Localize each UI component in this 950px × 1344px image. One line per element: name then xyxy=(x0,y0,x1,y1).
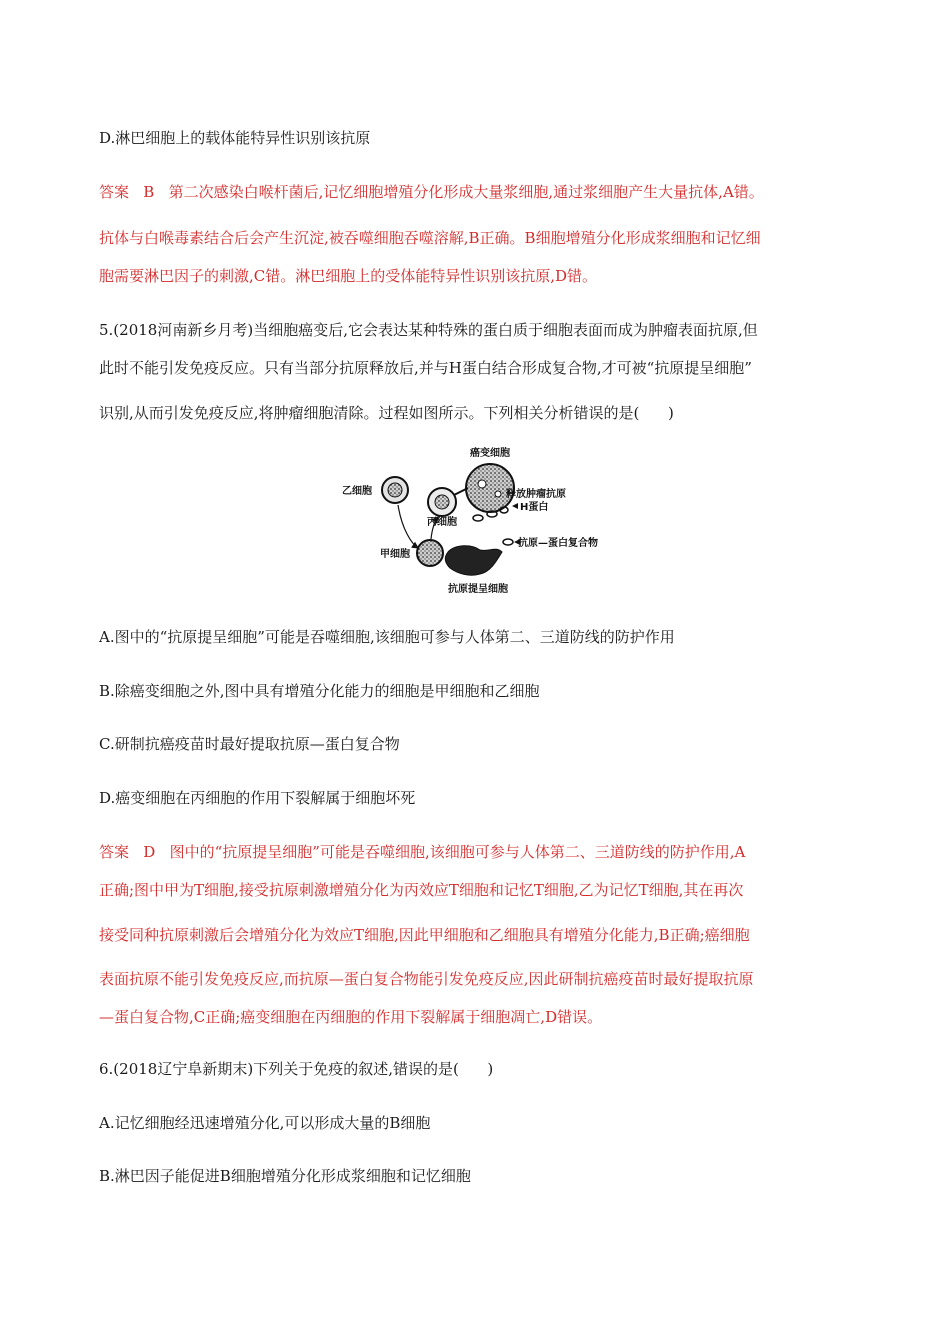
q6-option-b: B.淋巴因子能促进B细胞增殖分化形成浆细胞和记忆细胞 xyxy=(99,1167,471,1185)
answer4-line-2: 抗体与白喉毒素结合后会产生沉淀,被吞噬细胞吞噬溶解,B正确。B细胞增殖分化形成浆细胞和记忆细 xyxy=(99,229,761,247)
label-complex: 抗原—蛋白复合物 xyxy=(518,538,598,549)
q6-stem: 6.(2018辽宁阜新期末)下列关于免疫的叙述,错误的是( ) xyxy=(99,1060,494,1078)
apc-cell xyxy=(445,546,502,575)
label-bing-cell: 丙细胞 xyxy=(427,517,457,528)
q5-option-c: C.研制抗癌疫苗时最好提取抗原—蛋白复合物 xyxy=(99,735,400,753)
jia-cell xyxy=(417,540,443,566)
q4-option-d: D.淋巴细胞上的载体能特异性识别该抗原 xyxy=(99,129,371,147)
bing-cell xyxy=(428,488,456,516)
answer5-line-2: 正确;图中甲为T细胞,接受抗原刺激增殖分化为丙效应T细胞和记忆T细胞,乙为记忆T细胞,其在再次 xyxy=(99,881,744,899)
label-jia-cell: 甲细胞 xyxy=(380,549,410,560)
answer5-line-1: 答案 D 图中的“抗原提呈细胞”可能是吞噬细胞,该细胞可参与人体第二、三道防线的防护作用,A xyxy=(99,843,746,861)
answer4-line-1: 答案 B 第二次感染白喉杆菌后,记忆细胞增殖分化形成大量浆细胞,通过浆细胞产生大量抗体,A错。 xyxy=(99,183,764,201)
q5-stem-line-2: 此时不能引发免疫反应。只有当部分抗原释放后,并与H蛋白结合形成复合物,才可被“抗原提呈细胞” xyxy=(99,359,752,377)
immune-process-figure xyxy=(330,440,630,600)
q5-stem-line-1: 5.(2018河南新乡月考)当细胞癌变后,它会表达某种特殊的蛋白质于细胞表面而成为肿瘤表面抗原,但 xyxy=(99,321,758,339)
label-release-antigen: 释放肿瘤抗原 xyxy=(506,489,566,500)
cancer-cell xyxy=(466,464,514,512)
answer4-line-3: 胞需要淋巴因子的刺激,C错。淋巴细胞上的受体能特异性识别该抗原,D错。 xyxy=(99,267,598,285)
q5-option-b: B.除癌变细胞之外,图中具有增殖分化能力的细胞是甲细胞和乙细胞 xyxy=(99,682,540,700)
yi-cell xyxy=(382,477,408,503)
label-apc: 抗原提呈细胞 xyxy=(448,584,508,595)
q5-option-a: A.图中的“抗原提呈细胞”可能是吞噬细胞,该细胞可参与人体第二、三道防线的防护作用 xyxy=(99,628,675,646)
answer5-line-5: —蛋白复合物,C正确;癌变细胞在丙细胞的作用下裂解属于细胞凋亡,D错误。 xyxy=(99,1008,603,1026)
q6-option-a: A.记忆细胞经迅速增殖分化,可以形成大量的B细胞 xyxy=(99,1114,431,1132)
answer5-line-4: 表面抗原不能引发免疫反应,而抗原—蛋白复合物能引发免疫反应,因此研制抗癌疫苗时最好提取抗原 xyxy=(99,970,754,988)
q5-option-d: D.癌变细胞在丙细胞的作用下裂解属于细胞坏死 xyxy=(99,789,416,807)
answer5-line-3: 接受同种抗原刺激后会增殖分化为效应T细胞,因此甲细胞和乙细胞具有增殖分化能力,B正确;癌细胞 xyxy=(99,926,750,944)
label-yi-cell: 乙细胞 xyxy=(342,486,372,497)
h-protein-icon xyxy=(512,503,518,509)
label-h-protein: H蛋白 xyxy=(520,502,549,513)
arrow-jia-to-yi xyxy=(398,505,418,548)
q5-stem-line-3: 识别,从而引发免疫反应,将肿瘤细胞清除。过程如图所示。下列相关分析错误的是( ) xyxy=(99,404,674,422)
label-cancer-cell: 癌变细胞 xyxy=(470,448,510,459)
